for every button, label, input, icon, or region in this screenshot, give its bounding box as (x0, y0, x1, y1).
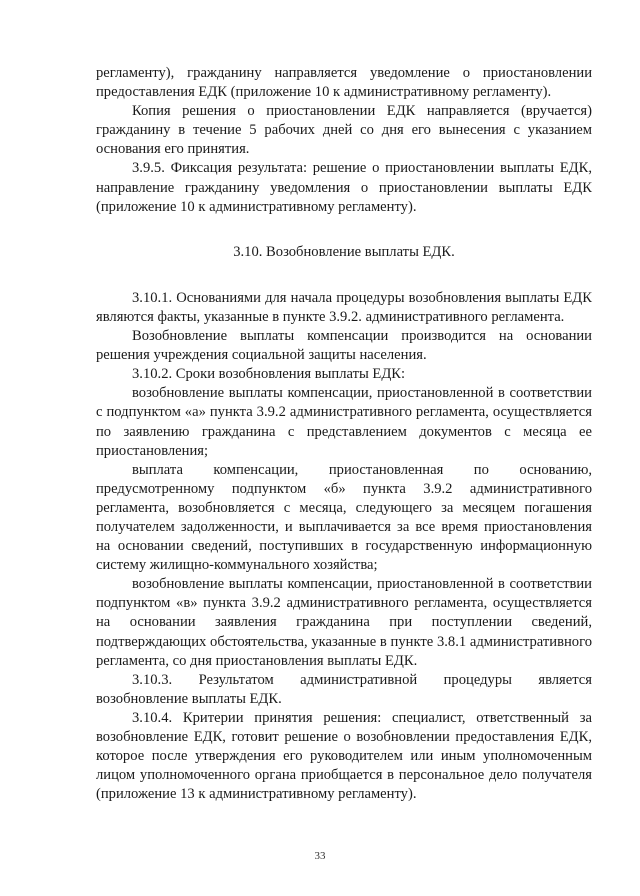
paragraph-continuation: регламенту), гражданину направляется уведомление о приостановлении предоставления ЕДК (приложение 10 к административному регламенту). (96, 65, 592, 101)
document-body (96, 64, 592, 804)
paragraph-3-10-1: 3.10.1. Основаниями для начала процедуры возобновления выплаты ЕДК являются факты, указанные в пункте 3.9.2. административного регламента. (96, 289, 592, 325)
page-number: 33 (314, 850, 326, 862)
paragraph-subitem-c: возобновление выплаты компенсации, приостановленной в соответствии подпунктом «в» пункта 3.9.2 административного регламента, осуществляется на основании заявления гражданина при поступлении сведений, подтверждающих обстоятельства, указанные в пункте 3.8.1 административного регламента, со дня приостановления выплаты ЕДК. (96, 576, 592, 669)
section-heading: 3.10. Возобновление выплаты ЕДК. (233, 243, 455, 260)
paragraph-resumption-basis: Возобновление выплаты компенсации производится на основании решения учреждения социальной защиты населения. (96, 328, 592, 364)
paragraph-3-10-4: 3.10.4. Критерии принятия решения: специалист, ответственный за возобновление ЕДК, готовит решение о возобновлении предоставления ЕДК, которое после утверждения его руководителем или иным уполномоченным лицом уполномоченного органа приобщается в персональное дело получателя (приложение 13 к административному регламенту). (96, 709, 592, 803)
paragraph-3-9-5: 3.9.5. Фиксация результата: решение о приостановлении выплаты ЕДК, направление гражданину уведомления о приостановлении выплаты ЕДК (приложение 10 к административному регламенту). (96, 160, 592, 215)
paragraph-3-10-3: 3.10.3. Результатом административной процедуры является возобновление выплаты ЕДК. (96, 671, 592, 707)
paragraph-copy-of-decision: Копия решения о приостановлении ЕДК направляется (вручается) гражданину в течение 5 рабочих дней со дня его вынесения с указанием основания его принятия. (96, 103, 592, 158)
paragraph-subitem-a: возобновление выплаты компенсации, приостановленной в соответствии с подпунктом «а» пункта 3.9.2 административного регламента, осуществляется по заявлению гражданина с представлением документов с месяца ее приостановления; (96, 385, 592, 459)
paragraph-3-10-2: 3.10.2. Сроки возобновления выплаты ЕДК: (132, 366, 406, 383)
paragraph-subitem-b: выплата компенсации, приостановленная по основанию, предусмотренному подпунктом «б» пункта 3.9.2 административного регламента, возобновляется с месяца, следующего за месяцем погашения получателем задолженности, и выплачивается за все время приостановления на основании сведений, поступивших в государственную информационную систему жилищно-коммунального хозяйства; (96, 461, 592, 574)
